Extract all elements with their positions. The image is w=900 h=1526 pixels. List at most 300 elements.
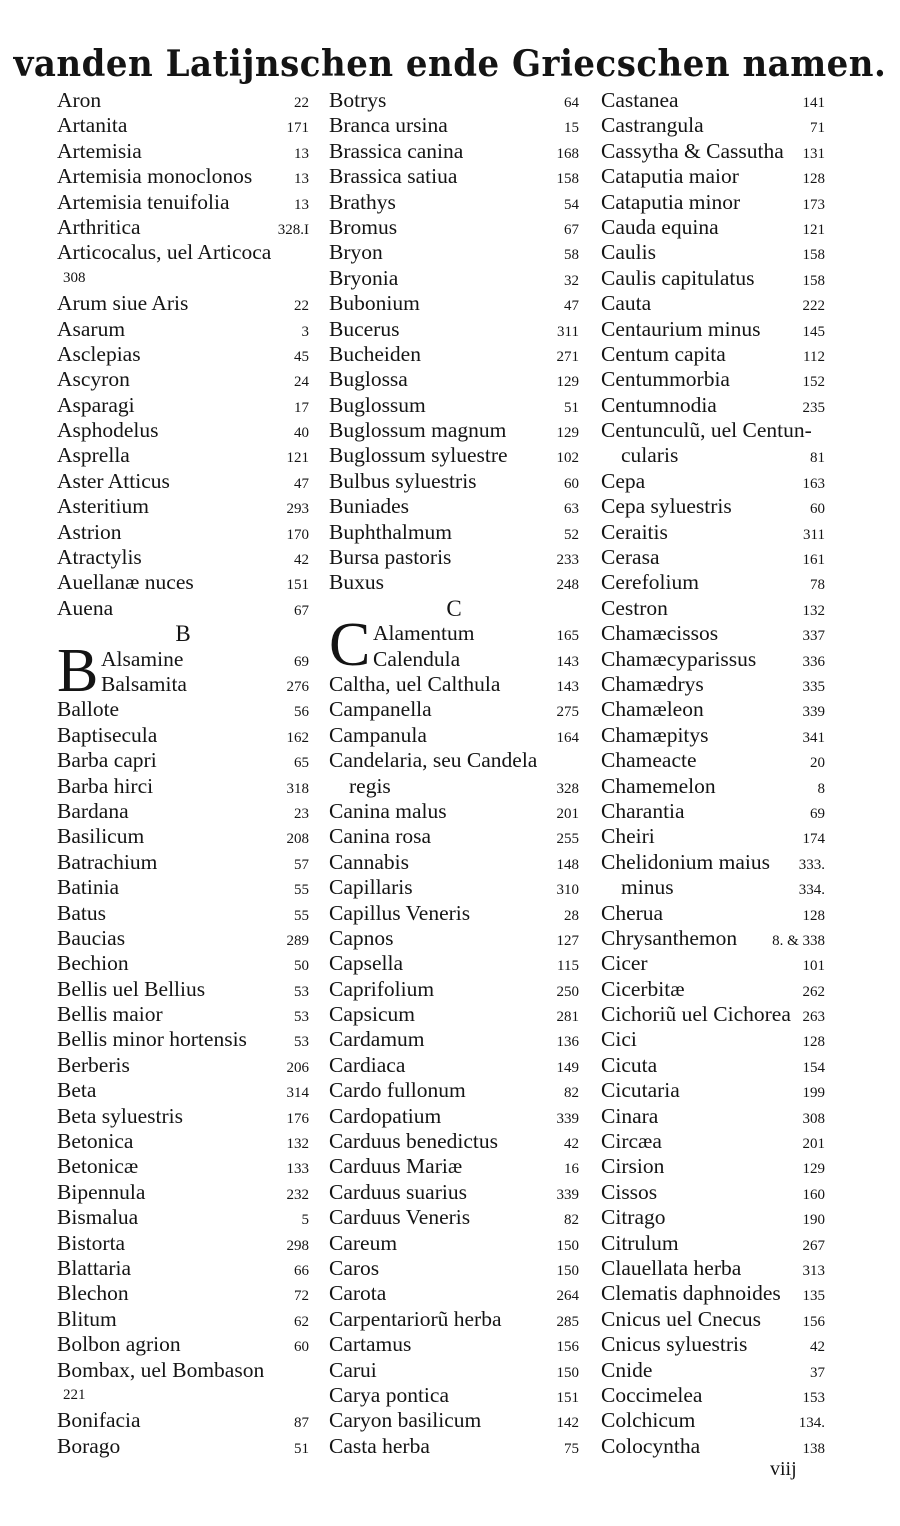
entry-page-number: 153 (802, 1389, 825, 1406)
entry-name: Baptisecula (57, 722, 158, 747)
entry-page-number: 37 (810, 1364, 825, 1381)
entry-name: Botrys (329, 88, 387, 112)
entry-page-number: 75 (564, 1440, 579, 1457)
entry-page-number: 63 (564, 501, 579, 518)
entry-page-number: 121 (286, 450, 309, 467)
entry-name: Basilicum (57, 824, 145, 849)
entry-page-number: 45 (294, 348, 309, 365)
entry-page-number: 248 (556, 577, 579, 594)
entry-name: Bipennula (57, 1179, 146, 1204)
entry-page-number: 13 (294, 145, 309, 162)
index-column-3 (601, 88, 825, 1459)
index-entry (601, 291, 825, 316)
entry-page-number: 60 (810, 501, 825, 518)
entry-page-number: 148 (556, 856, 579, 873)
signature-mark: viij (770, 1458, 797, 1480)
entry-name: minus (621, 875, 674, 900)
entry-page-number: 8 (817, 780, 825, 797)
index-entry (329, 367, 579, 392)
index-entry (329, 1205, 579, 1230)
entry-page-number: 129 (556, 425, 579, 442)
index-entry (57, 443, 309, 468)
index-entry (329, 824, 579, 849)
index-entry (601, 418, 825, 443)
entry-name: Carya pontica (329, 1382, 449, 1407)
entry-page-number: 3 (301, 323, 309, 340)
entry-page-number: 222 (802, 298, 825, 315)
index-entry (329, 1129, 579, 1154)
index-entry (329, 1180, 579, 1205)
entry-page-number: 176 (286, 1110, 309, 1127)
index-entry (329, 570, 579, 595)
entry-name: Carduus Mariæ (329, 1154, 463, 1179)
index-column-1 (57, 88, 309, 1459)
entry-name: Barba hirci (57, 773, 154, 798)
index-entry (601, 1281, 825, 1306)
index-entry (57, 1332, 309, 1357)
index-entry (329, 164, 579, 189)
entry-page-number: 158 (802, 272, 825, 289)
entry-name: Artanita (57, 113, 128, 138)
entry-page-number: 115 (557, 958, 579, 975)
entry-name: Caulis capitulatus (601, 265, 755, 290)
entry-page-number: 13 (294, 196, 309, 213)
entry-name: Cepa (601, 468, 646, 493)
entry-name: Cerasa (601, 545, 660, 570)
index-entry (329, 1434, 579, 1459)
entry-page-number: 233 (556, 552, 579, 569)
entry-name: Cici (601, 1027, 637, 1052)
entry-page-number: 150 (556, 1237, 579, 1254)
entry-name: Citrulum (601, 1230, 679, 1255)
entry-page-number: 69 (810, 805, 825, 822)
entry-page-number: 335 (802, 678, 825, 695)
entry-page-number: 13 (294, 171, 309, 188)
index-entry (329, 697, 579, 722)
index-entry (601, 88, 825, 113)
entry-page-number: 143 (556, 653, 579, 670)
entry-name: Caulis (601, 240, 656, 265)
entry-page-number: 131 (802, 145, 825, 162)
entry-page-number: 52 (564, 526, 579, 543)
index-entry (601, 1205, 825, 1230)
index-entry (329, 393, 579, 418)
entry-page-number: 168 (556, 145, 579, 162)
entry-page-number: 51 (294, 1440, 309, 1457)
entry-name: Casta herba (329, 1433, 430, 1458)
entry-page-number: 128 (802, 907, 825, 924)
index-entry (601, 520, 825, 545)
page-title: vanden Latijnschen ende Griecschen namen. (13, 42, 887, 86)
entry-name: Cardamum (329, 1027, 425, 1052)
index-entry (601, 1307, 825, 1332)
index-entry (57, 723, 309, 748)
entry-page-number: 328.I (277, 221, 309, 238)
entry-name: Capillus Veneris (329, 900, 471, 925)
entry-name: Chelidonium maius (601, 849, 771, 874)
entry-page-number: 42 (564, 1136, 579, 1153)
entry-page-number: 82 (564, 1085, 579, 1102)
entry-page-number: 158 (556, 171, 579, 188)
entry-name: Cheiri (601, 824, 655, 849)
index-entry (601, 824, 825, 849)
index-entry (57, 1053, 309, 1078)
entry-name: Buglossum (329, 392, 426, 417)
entry-page-number: 47 (564, 298, 579, 315)
index-entry (329, 926, 579, 951)
entry-page-number: 22 (294, 95, 309, 111)
index-entry (329, 443, 579, 468)
entry-page-number: 55 (294, 882, 309, 899)
entry-page-number: 173 (802, 196, 825, 213)
index-entry (57, 367, 309, 392)
entry-page-number: 17 (294, 399, 309, 416)
index-entry (601, 926, 825, 951)
entry-name: cularis (621, 443, 679, 468)
index-entry (601, 799, 825, 824)
index-entry (329, 190, 579, 215)
entry-page-number: 60 (564, 475, 579, 492)
entry-page-number: 276 (286, 678, 309, 695)
entry-page-number: 87 (294, 1415, 309, 1432)
entry-name: Betonica (57, 1129, 134, 1154)
entry-name: Castrangula (601, 113, 704, 138)
index-entry (329, 1332, 579, 1357)
entry-page-number: 78 (810, 577, 825, 594)
entry-page-number: 42 (810, 1339, 825, 1356)
index-entry (57, 977, 309, 1002)
index-entry (601, 596, 825, 621)
entry-page-number: 82 (564, 1212, 579, 1229)
entry-name: Capsella (329, 951, 404, 976)
index-entry (329, 317, 579, 342)
index-entry (329, 1027, 579, 1052)
entry-name: Blitum (57, 1306, 117, 1331)
entry-name: Clauellata herba (601, 1255, 742, 1280)
entry-name: Cardiaca (329, 1052, 406, 1077)
entry-page-number: 165 (556, 628, 579, 645)
entry-name: Cartamus (329, 1332, 412, 1357)
entry-name: Cerefolium (601, 570, 699, 595)
entry-name: Bismalua (57, 1205, 139, 1230)
entry-page-number: 102 (556, 450, 579, 467)
index-entry (57, 1408, 309, 1433)
index-entry (57, 951, 309, 976)
index-entry (601, 494, 825, 519)
entry-name: Chrysanthemon (601, 925, 738, 950)
index-entry (57, 1281, 309, 1306)
index-entry (57, 1358, 309, 1383)
entry-page-number: 56 (294, 704, 309, 721)
entry-name: Aron (57, 88, 102, 112)
entry-name: Colchicum (601, 1408, 696, 1433)
entry-name: Carota (329, 1281, 387, 1306)
entry-name: Batinia (57, 875, 120, 900)
entry-page-number: 162 (286, 729, 309, 746)
entry-name: Castanea (601, 88, 679, 112)
entry-name: Circæa (601, 1129, 662, 1154)
entry-page-number: 142 (556, 1415, 579, 1432)
entry-name: Colocyntha (601, 1433, 701, 1458)
index-entry (329, 1231, 579, 1256)
entry-page-number: 232 (286, 1186, 309, 1203)
entry-name: Bellis uel Bellius (57, 976, 206, 1001)
entry-name: Ballote (57, 697, 120, 722)
index-entry (57, 266, 309, 291)
entry-page-number: 62 (294, 1313, 309, 1330)
index-entry (601, 850, 825, 875)
index-entry (329, 1383, 579, 1408)
entry-page-number: 58 (564, 247, 579, 264)
entry-name: Auena (57, 595, 114, 620)
entry-page-number: 15 (564, 120, 579, 137)
index-entry (57, 88, 309, 113)
index-entry (57, 520, 309, 545)
index-entry (329, 951, 579, 976)
index-entry (601, 672, 825, 697)
index-entry (601, 215, 825, 240)
entry-page-number: 112 (803, 348, 825, 365)
entry-page-number: 64 (564, 95, 579, 111)
index-entry (57, 748, 309, 773)
index-entry (601, 1154, 825, 1179)
index-entry (57, 494, 309, 519)
entry-name: Baucias (57, 925, 126, 950)
entry-page-number: 53 (294, 1009, 309, 1026)
entry-page-number: 150 (556, 1262, 579, 1279)
entry-page-number: 336 (802, 653, 825, 670)
index-entry (601, 443, 825, 468)
entry-page-number: 151 (286, 577, 309, 594)
index-entry (57, 469, 309, 494)
entry-name: Coccimelea (601, 1382, 703, 1407)
entry-name: Ascyron (57, 367, 130, 392)
entry-page-number: 328 (556, 780, 579, 797)
entry-name: Bardana (57, 798, 129, 823)
entry-name: Cardo fullonum (329, 1078, 466, 1103)
entry-page-number: 81 (810, 450, 825, 467)
entry-name: Chamæcyparissus (601, 646, 757, 671)
entry-page-number: 42 (294, 552, 309, 569)
entry-page-number: 339 (556, 1186, 579, 1203)
index-entry (57, 291, 309, 316)
entry-name: 308 (63, 269, 86, 286)
entry-name: Carui (329, 1357, 377, 1382)
index-entry (329, 1358, 579, 1383)
entry-page-number: 262 (802, 983, 825, 1000)
entry-name: Bucheiden (329, 341, 421, 366)
index-entry (57, 596, 309, 621)
entry-name: Asarum (57, 316, 126, 341)
entry-name: Cnicus uel Cnecus (601, 1306, 762, 1331)
index-entry (601, 1332, 825, 1357)
entry-name: Bonifacia (57, 1408, 141, 1433)
entry-name: Buxus (329, 570, 384, 595)
entry-page-number: 28 (564, 907, 579, 924)
entry-page-number: 23 (294, 805, 309, 822)
index-entry (601, 139, 825, 164)
entry-page-number: 271 (556, 348, 579, 365)
entry-page-number: 337 (802, 628, 825, 645)
index-entry (329, 875, 579, 900)
index-entry (57, 139, 309, 164)
entry-name: Careum (329, 1230, 398, 1255)
entry-page-number: 235 (802, 399, 825, 416)
index-entry (601, 570, 825, 595)
index-entry (329, 1002, 579, 1027)
entry-name: Chamædrys (601, 671, 704, 696)
entry-name: Bechion (57, 951, 129, 976)
entry-name: Buglossa (329, 367, 408, 392)
index-entry (601, 1078, 825, 1103)
entry-name: Citrago (601, 1205, 666, 1230)
entry-name: Asteritium (57, 494, 149, 519)
index-entry (601, 901, 825, 926)
entry-name: Buphthalmum (329, 519, 453, 544)
index-entry (57, 799, 309, 824)
entry-name: Caros (329, 1255, 380, 1280)
entry-page-number: 174 (802, 831, 825, 848)
index-entry (601, 977, 825, 1002)
entry-page-number: 54 (564, 196, 579, 213)
entry-name: Bistorta (57, 1230, 126, 1255)
entry-name: Berberis (57, 1052, 130, 1077)
index-entry (601, 697, 825, 722)
index-entry (329, 469, 579, 494)
entry-page-number: 170 (286, 526, 309, 543)
entry-page-number: 206 (286, 1059, 309, 1076)
index-entry (329, 1256, 579, 1281)
entry-page-number: 250 (556, 983, 579, 1000)
entry-name: Cicutaria (601, 1078, 680, 1103)
entry-page-number: 47 (294, 475, 309, 492)
entry-page-number: 201 (802, 1136, 825, 1153)
entry-page-number: 298 (286, 1237, 309, 1254)
entry-name: Cauda equina (601, 214, 719, 239)
index-entry (601, 1180, 825, 1205)
index-entry (329, 1154, 579, 1179)
entry-page-number: 69 (294, 653, 309, 670)
index-entry (57, 926, 309, 951)
entry-page-number: 263 (802, 1009, 825, 1026)
entry-name: Alamentum (373, 621, 475, 646)
index-entry (601, 1104, 825, 1129)
entry-page-number: 55 (294, 907, 309, 924)
entry-name: Centunculũ, uel Centun- (601, 418, 812, 443)
index-entry (601, 1256, 825, 1281)
index-entry (57, 418, 309, 443)
entry-page-number: 53 (294, 983, 309, 1000)
index-entry (329, 418, 579, 443)
entry-name: Bucerus (329, 316, 400, 341)
index-entry (57, 1180, 309, 1205)
entry-page-number: 156 (556, 1339, 579, 1356)
index-entry (57, 850, 309, 875)
entry-page-number: 40 (294, 425, 309, 442)
index-entry (601, 875, 825, 900)
entry-page-number: 138 (802, 1440, 825, 1457)
index-entry (329, 774, 579, 799)
index-column-2 (329, 88, 579, 1459)
index-entry (57, 1434, 309, 1459)
entry-name: Cataputia minor (601, 189, 741, 214)
index-entry (601, 951, 825, 976)
entry-page-number: 24 (294, 374, 309, 391)
entry-page-number: 341 (802, 729, 825, 746)
index-entry (329, 799, 579, 824)
entry-page-number: 72 (294, 1288, 309, 1305)
entry-name: Campanula (329, 722, 427, 747)
entry-name: Chamæpitys (601, 722, 709, 747)
index-entry (601, 723, 825, 748)
index-entry (57, 774, 309, 799)
index-entry (57, 190, 309, 215)
index-entry (329, 748, 579, 773)
entry-name: Centum capita (601, 341, 726, 366)
entry-name: Batrachium (57, 849, 158, 874)
index-entry (57, 317, 309, 342)
entry-page-number: 161 (802, 552, 825, 569)
entry-page-number: 50 (294, 958, 309, 975)
index-entry (601, 748, 825, 773)
index-entry (57, 824, 309, 849)
index-entry (329, 977, 579, 1002)
index-entry (601, 367, 825, 392)
entry-page-number: 264 (556, 1288, 579, 1305)
entry-page-number: 143 (556, 678, 579, 695)
entry-name: Ceraitis (601, 519, 668, 544)
entry-name: Centumnodia (601, 392, 717, 417)
index-entry (601, 774, 825, 799)
index-entry (329, 723, 579, 748)
entry-name: Bryon (329, 240, 383, 265)
entry-page-number: 334. (798, 882, 825, 899)
entry-page-number: 163 (802, 475, 825, 492)
entry-page-number: 71 (810, 120, 825, 137)
entry-page-number: 135 (802, 1288, 825, 1305)
entry-page-number: 128 (802, 1034, 825, 1051)
index-entry (329, 342, 579, 367)
index-entry (329, 520, 579, 545)
entry-name: Cannabis (329, 849, 410, 874)
entry-page-number: 208 (286, 831, 309, 848)
entry-name: Alsamine (101, 646, 184, 671)
index-entry (329, 1408, 579, 1433)
entry-name: Branca ursina (329, 113, 448, 138)
entry-name: Artemisia monoclonos (57, 164, 253, 189)
index-entry (601, 1434, 825, 1459)
entry-page-number: 8. & 338 (772, 932, 825, 949)
entry-name: Blattaria (57, 1255, 132, 1280)
index-entry (601, 1358, 825, 1383)
index-entry (601, 1002, 825, 1027)
entry-page-number: 154 (802, 1059, 825, 1076)
entry-name: Centummorbia (601, 367, 730, 392)
entry-page-number: 158 (802, 247, 825, 264)
entry-name: Cherua (601, 900, 664, 925)
entry-name: Canina rosa (329, 824, 432, 849)
entry-name: Cauta (601, 291, 652, 316)
entry-name: Cnicus syluestris (601, 1332, 748, 1357)
entry-page-number: 156 (802, 1313, 825, 1330)
entry-page-number: 66 (294, 1262, 309, 1279)
entry-name: Arum siue Aris (57, 291, 189, 316)
index-entry (57, 672, 309, 697)
index-entry (57, 545, 309, 570)
index-entry (57, 1383, 309, 1408)
entry-page-number: 51 (564, 399, 579, 416)
section-letter: C (446, 595, 462, 621)
